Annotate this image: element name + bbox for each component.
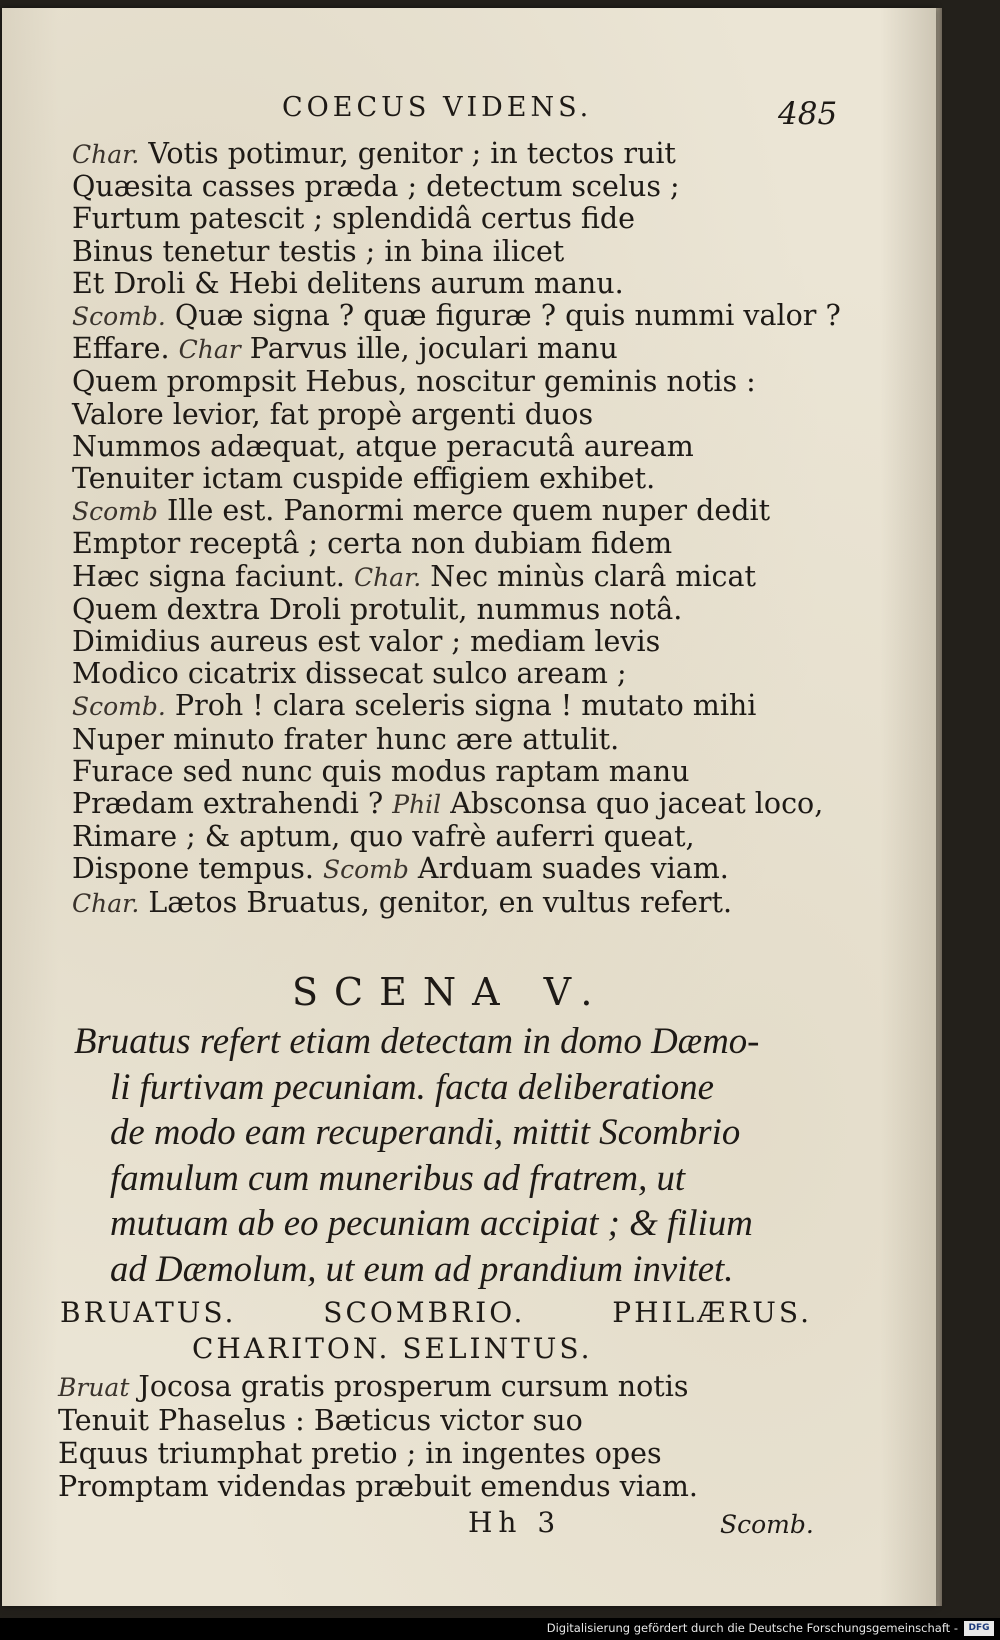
digitization-footer: [0, 1618, 1000, 1640]
verse-text: Furace sed nunc quis modus raptam manu: [72, 754, 690, 788]
verse-line: [72, 463, 892, 495]
argument-line: de modo eam recuperandi, mittit Scombrio: [110, 1111, 741, 1152]
speaker-name: Char.: [353, 562, 422, 592]
verse-text: Modico cicatrix dissecat sulco aream ;: [72, 657, 627, 691]
verse-line: [72, 658, 892, 690]
argument-line: famulum cum muneribus ad fratrem, ut: [110, 1156, 686, 1198]
verse-line: [72, 399, 892, 431]
verse-text: Quæ signa ? quæ figuræ ? quis nummi valor ?: [165, 299, 841, 333]
verse-text: Equus triumphat pretio ; in ingentes opes: [58, 1437, 662, 1470]
verse-line: [72, 366, 892, 398]
dfg-logo: DFG: [964, 1621, 994, 1636]
verse-text: Binus tenetur testis ; in bina ilicet: [72, 234, 565, 268]
verse-line: [72, 690, 892, 723]
running-head: COECUS VIDENS.: [282, 92, 593, 123]
verse-line: [72, 887, 892, 920]
verse-text: Emptor receptâ ; certa non dubiam fidem: [72, 527, 673, 561]
verse-line: [72, 333, 892, 366]
speaker-name: Scomb: [72, 497, 158, 527]
verse-text: Hæc signa faciunt.: [72, 559, 354, 593]
verse-text: Promptam videndas præbuit emendus viam.: [58, 1470, 698, 1503]
verse-text: Tenuiter ictam cuspide effigiem exhibet.: [72, 462, 656, 496]
verse-line: [72, 138, 892, 171]
cast-member: BRUATUS.: [60, 1296, 237, 1329]
verse-text: Quæsita casses præda ; detectum scelus ;: [72, 170, 680, 204]
verse-line: [72, 300, 892, 333]
cast-member: SCOMBRIO.: [323, 1296, 526, 1329]
verse-line: [58, 1370, 838, 1404]
verse-text: Ille est. Panormi merce quem nuper dedit: [157, 494, 771, 528]
verse-text: Parvus ille, joculari manu: [240, 332, 618, 366]
verse-line: [72, 594, 892, 626]
verse-text: Absconsa quo jaceat loco,: [441, 787, 824, 821]
verse-block-1: [72, 138, 892, 920]
verse-line: [58, 1404, 838, 1437]
verse-line: [72, 561, 892, 594]
speaker-name: Bruat: [58, 1373, 130, 1402]
verse-line: [72, 853, 892, 886]
verse-text: Et Droli & Hebi delitens aurum manu.: [72, 266, 624, 300]
cast-member: PHILÆRUS.: [612, 1296, 812, 1329]
verse-block-2: [58, 1370, 838, 1503]
speaker-name: Scomb: [322, 855, 409, 885]
verse-line: [72, 788, 892, 821]
speaker-name: Scomb.: [72, 302, 166, 332]
argument-line: mutuam ab eo pecuniam accipiat ; & filium: [110, 1202, 753, 1243]
argument-line: ad Dæmolum, ut eum ad prandium invitet.: [110, 1247, 734, 1289]
verse-line: [72, 495, 892, 528]
verse-line: [72, 528, 892, 560]
verse-line: [72, 236, 892, 268]
page-number: 485: [778, 96, 838, 132]
cast-list-line-1: [60, 1296, 812, 1329]
speaker-name: Scomb.: [72, 692, 166, 722]
verse-text: Arduam suades viam.: [408, 852, 729, 886]
argument-line: Bruatus refert etiam detectam in domo Dæmo-: [74, 1020, 760, 1061]
speaker-name: Char.: [72, 888, 140, 918]
verse-line: [72, 626, 892, 658]
speaker-name: Phil: [392, 790, 442, 820]
verse-text: Valore levior, fat propè argenti duos: [72, 397, 594, 431]
verse-text: Dispone tempus.: [72, 852, 323, 886]
verse-line: [58, 1470, 838, 1503]
verse-text: Nummos adæquat, atque peracutâ auream: [72, 429, 694, 463]
catchword: Scomb.: [720, 1510, 814, 1539]
verse-text: Jocosa gratis prosperum cursum notis: [129, 1370, 689, 1403]
verse-text: Proh ! clara sceleris signa ! mutato mihi: [165, 689, 757, 723]
argument-line: li furtivam pecuniam. facta deliberatione: [110, 1065, 714, 1107]
speaker-name: Char.: [72, 140, 140, 169]
verse-line: [72, 724, 892, 756]
book-page: [2, 8, 936, 1606]
verse-line: [72, 431, 892, 463]
funding-credit: Digitalisierung gefördert durch die Deutsche Forschungsgemeinschaft -: [546, 1621, 958, 1635]
scene-argument: [74, 1018, 814, 1291]
verse-text: Dimidius aureus est valor ; mediam levis: [72, 625, 661, 659]
verse-text: Effare.: [72, 332, 179, 366]
speaker-name: Char: [178, 335, 241, 365]
verse-text: Tenuit Phaselus : Bæticus victor suo: [58, 1404, 583, 1437]
verse-text: Nec minùs clarâ micat: [421, 559, 756, 593]
verse-text: Lætos Bruatus, genitor, en vultus refert.: [139, 885, 733, 919]
verse-text: Prædam extrahendi ?: [72, 787, 393, 821]
verse-text: Votis potimur, genitor ; in tectos ruit: [139, 137, 676, 170]
verse-line: [72, 203, 892, 235]
verse-line: [58, 1437, 838, 1470]
verse-line: [72, 171, 892, 203]
verse-line: [72, 268, 892, 300]
verse-text: Rimare ; & aptum, quo vafrè auferri queat,: [72, 820, 695, 854]
signature-mark: Hh 3: [468, 1506, 562, 1539]
verse-line: [72, 756, 892, 788]
verse-text: Nuper minuto frater hunc ære attulit.: [72, 722, 620, 756]
verse-text: Quem prompsit Hebus, noscitur geminis notis :: [72, 365, 756, 399]
scene-title: SCENA V.: [292, 970, 609, 1014]
verse-text: Furtum patescit ; splendidâ certus fide: [72, 202, 636, 236]
verse-text: Quem dextra Droli protulit, nummus notâ.: [72, 592, 683, 626]
cast-list-line-2: CHARITON. SELINTUS.: [192, 1332, 593, 1365]
verse-line: [72, 821, 892, 853]
